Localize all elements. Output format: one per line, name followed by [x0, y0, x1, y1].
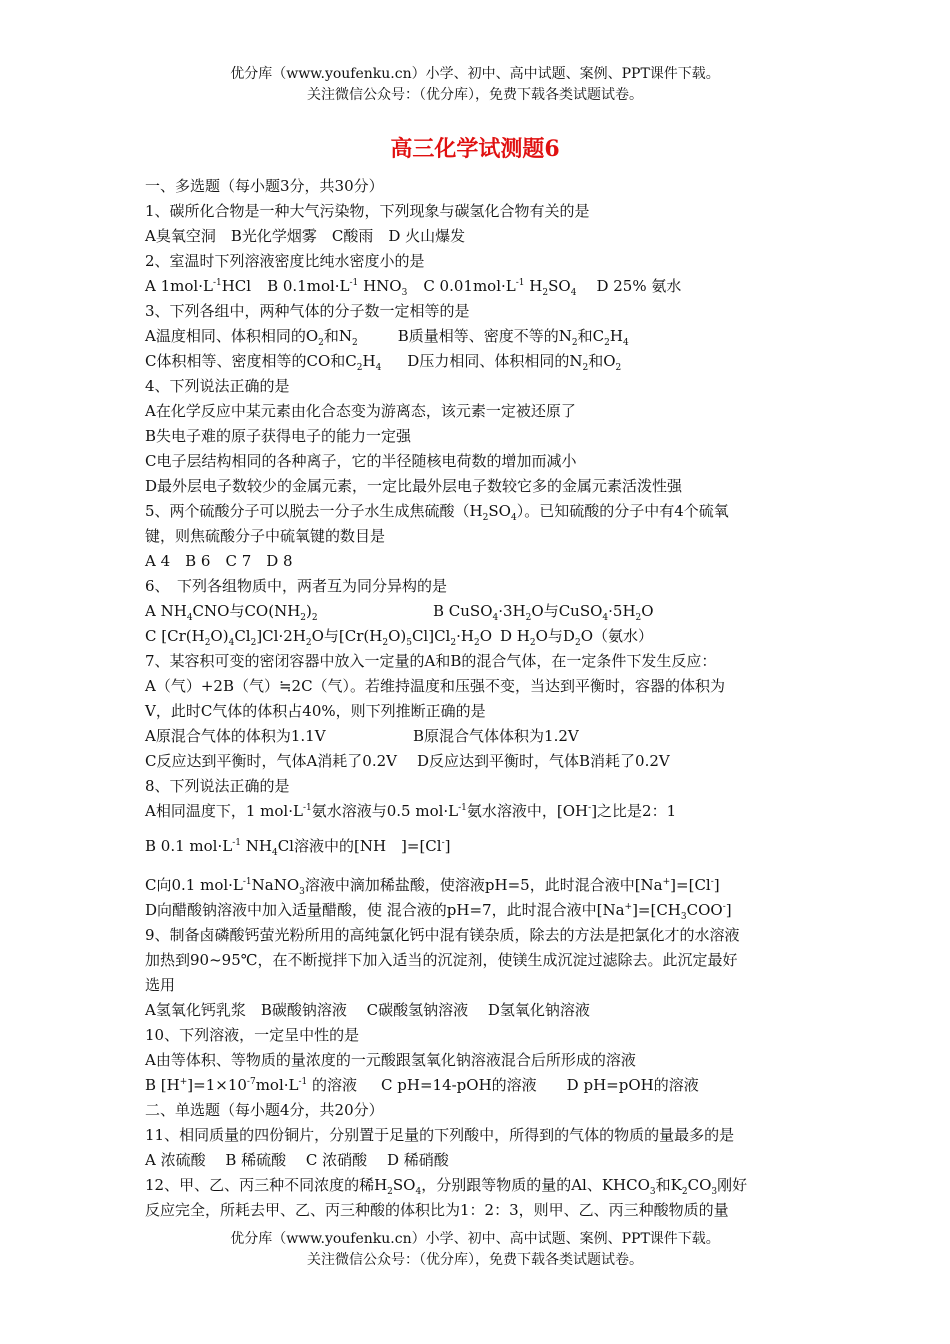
q4-option-a: A在化学反应中某元素由化合态变为游离态，该元素一定被还原了 — [145, 402, 576, 420]
q5-stem-line-2: 键，则焦硫酸分子中硫氧键的数目是 — [145, 527, 386, 545]
q1-stem: 1、碳所化合物是一种大气污染物，下列现象与碳氢化合物有关的是 — [145, 202, 590, 220]
q3-options-cd: C体积相等、密度相等的CO和$C_2H_4$ D压力相同、体积相同的$N_2$和$O_2$ — [145, 352, 622, 373]
section-2-heading: 二、单选题（每小题4分，共20分） — [145, 1101, 384, 1119]
page-footer — [0, 1229, 950, 1271]
q7-line-1: 7、某容积可变的密闭容器中放入一定量的A和B的混合气体，在一定条件下发生反应： — [145, 652, 717, 670]
q6-stem: 6、 下列各组物质中，两者互为同分异构的是 — [145, 577, 448, 595]
q2-options: A $1mol\cdot L^{-1}HCl$ B $0.1mol\cdot L^{-1}$ $HNO_3$ C $0.01mol\cdot L^{-1}$ $H_2SO_4$ D 25% 氨水 — [145, 277, 682, 298]
q6-options-ab: A $NH_4CNO$与$CO(NH_2)_2$ B $CuSO_4\cdot 3H_2O$与$CuSO_4\cdot 5H_2O$ — [145, 602, 654, 623]
q10-option-a: A由等体积、等物质的量浓度的一元酸跟氢氧化钠溶液混合后所形成的溶液 — [145, 1051, 636, 1069]
q11-stem: 11、相同质量的四份铜片，分别置于足量的下列酸中，所得到的气体的物质的量最多的是 — [145, 1126, 735, 1144]
q7-options-ab: A原混合气体的体积为1.1V B原混合气体体积为1.2V — [145, 727, 579, 745]
q8-stem: 8、下列说法正确的是 — [145, 777, 290, 795]
q5-stem-line-1: 5、两个硫酸分子可以脱去一分子水生成焦硫酸$(H_2SO_4)$。已知硫酸的分子中有4个硫氧 — [145, 502, 729, 523]
q5-options: A 4 B 6 C 7 D 8 — [145, 552, 293, 570]
q10-options-bcd: B $[H^+]=1\times 10^{-7}mol\cdot L^{-1}$ 的溶液 C pH=14-pOH的溶液 D pH=pOH的溶液 — [145, 1076, 699, 1094]
q8-option-c: C向0.1 $mol\cdot L^{-1}NaNO_3$溶液中滴加稀盐酸，使溶液pH=5，此时混合液中[Na+]=[Cl-] — [145, 876, 720, 897]
q3-options-ab: A温度相同、体积相同的$O_2$和$N_2$ B质量相等、密度不等的$N_2$和$C_2H_4$ — [145, 327, 629, 348]
q12-line-2: 反应完全，所耗去甲、乙、丙三种酸的体积比为1：2：3，则甲、乙、丙三种酸物质的量 — [145, 1201, 729, 1219]
footer-line-1: 优分库（www.youfenku.cn）小学、初中、高中试题、案例、PPT课件下载。 — [230, 1231, 720, 1247]
header-line-1: 优分库（www.youfenku.cn）小学、初中、高中试题、案例、PPT课件下载。 — [230, 66, 720, 82]
q3-stem: 3、下列各组中，两种气体的分子数一定相等的是 — [145, 302, 470, 320]
q8-option-d: D向醋酸钠溶液中加入适量醋酸，使 混合液的pH=7，此时混合液中$[Na^+]=[CH_3COO^-]$ — [145, 901, 732, 922]
q10-stem: 10、下列溶液，一定呈中性的是 — [145, 1026, 360, 1044]
page-header — [0, 64, 950, 106]
document-title: 高三化学试测题6 — [390, 136, 560, 162]
section-1-heading: 一、多选题（每小题3分，共30分） — [145, 177, 384, 195]
q1-options: A臭氧空洞 B光化学烟雾 C酸雨 D 火山爆发 — [145, 227, 466, 245]
q2-stem: 2、室温时下列溶液密度比纯水密度小的是 — [145, 252, 425, 270]
footer-line-2: 关注微信公众号：（优分库），免费下载各类试题试卷。 — [307, 1252, 643, 1268]
q4-option-d: D最外层电子数较少的金属元素，一定比最外层电子数较它多的金属元素活泼性强 — [145, 477, 683, 495]
q6-options-cd: C $[Cr(H_2O)_4Cl_2]Cl\cdot 2H_2O$与$[Cr(H_2O)_5Cl]Cl_2\cdot H_2O$ D $H_2O$与$D_2O$（氨水） — [145, 627, 653, 648]
q7-options-cd: C反应达到平衡时，气体A消耗了0.2V D反应达到平衡时，气体B消耗了0.2V — [145, 752, 670, 770]
q8-option-b: B 0.1 $mol\cdot L^{-1}$ $NH_4Cl$溶液中的[NH ]=[Cl-] — [145, 837, 451, 858]
q9-options: A氢氧化钙乳浆 B碳酸钠溶液 C碳酸氢钠溶液 D氢氧化钠溶液 — [145, 1001, 590, 1019]
q7-line-2: A（气）+2B（气）≒2C（气）。若维持温度和压强不变，当达到平衡时，容器的体积为 — [145, 677, 726, 695]
q4-option-c: C电子层结构相同的各种离子，它的半径随核电荷数的增加而减小 — [145, 452, 577, 470]
q9-line-3: 选用 — [145, 976, 176, 994]
exam-content — [145, 174, 813, 1223]
q4-stem: 4、下列说法正确的是 — [145, 377, 290, 395]
q8-option-a: A相同温度下，1 $mol\cdot L^{-1}$氨水溶液与0.5 $mol\cdot L^{-1}$氨水溶液中，[OH-]之比是2：1 — [145, 802, 677, 820]
q12-line-1: 12、甲、乙、丙三种不同浓度的稀$H_2SO_4$，分别跟等物质的量的Al、$KHCO_3$和$K_2CO_3$刚好 — [145, 1176, 748, 1197]
q9-line-1: 9、制备卤磷酸钙萤光粉所用的高纯氯化钙中混有镁杂质，除去的方法是把氯化才的水溶液 — [145, 926, 740, 944]
q7-line-3: V，此时C气体的体积占40%，则下列推断正确的是 — [145, 702, 486, 720]
header-line-2: 关注微信公众号：（优分库），免费下载各类试题试卷。 — [307, 87, 643, 103]
q9-line-2: 加热到90~95℃，在不断搅拌下加入适当的沉淀剂，使镁生成沉淀过滤除去。此沉定最好 — [145, 951, 738, 969]
q11-options: A 浓硫酸 B 稀硫酸 C 浓硝酸 D 稀硝酸 — [145, 1151, 449, 1169]
q4-option-b: B失电子难的原子获得电子的能力一定强 — [145, 427, 412, 445]
